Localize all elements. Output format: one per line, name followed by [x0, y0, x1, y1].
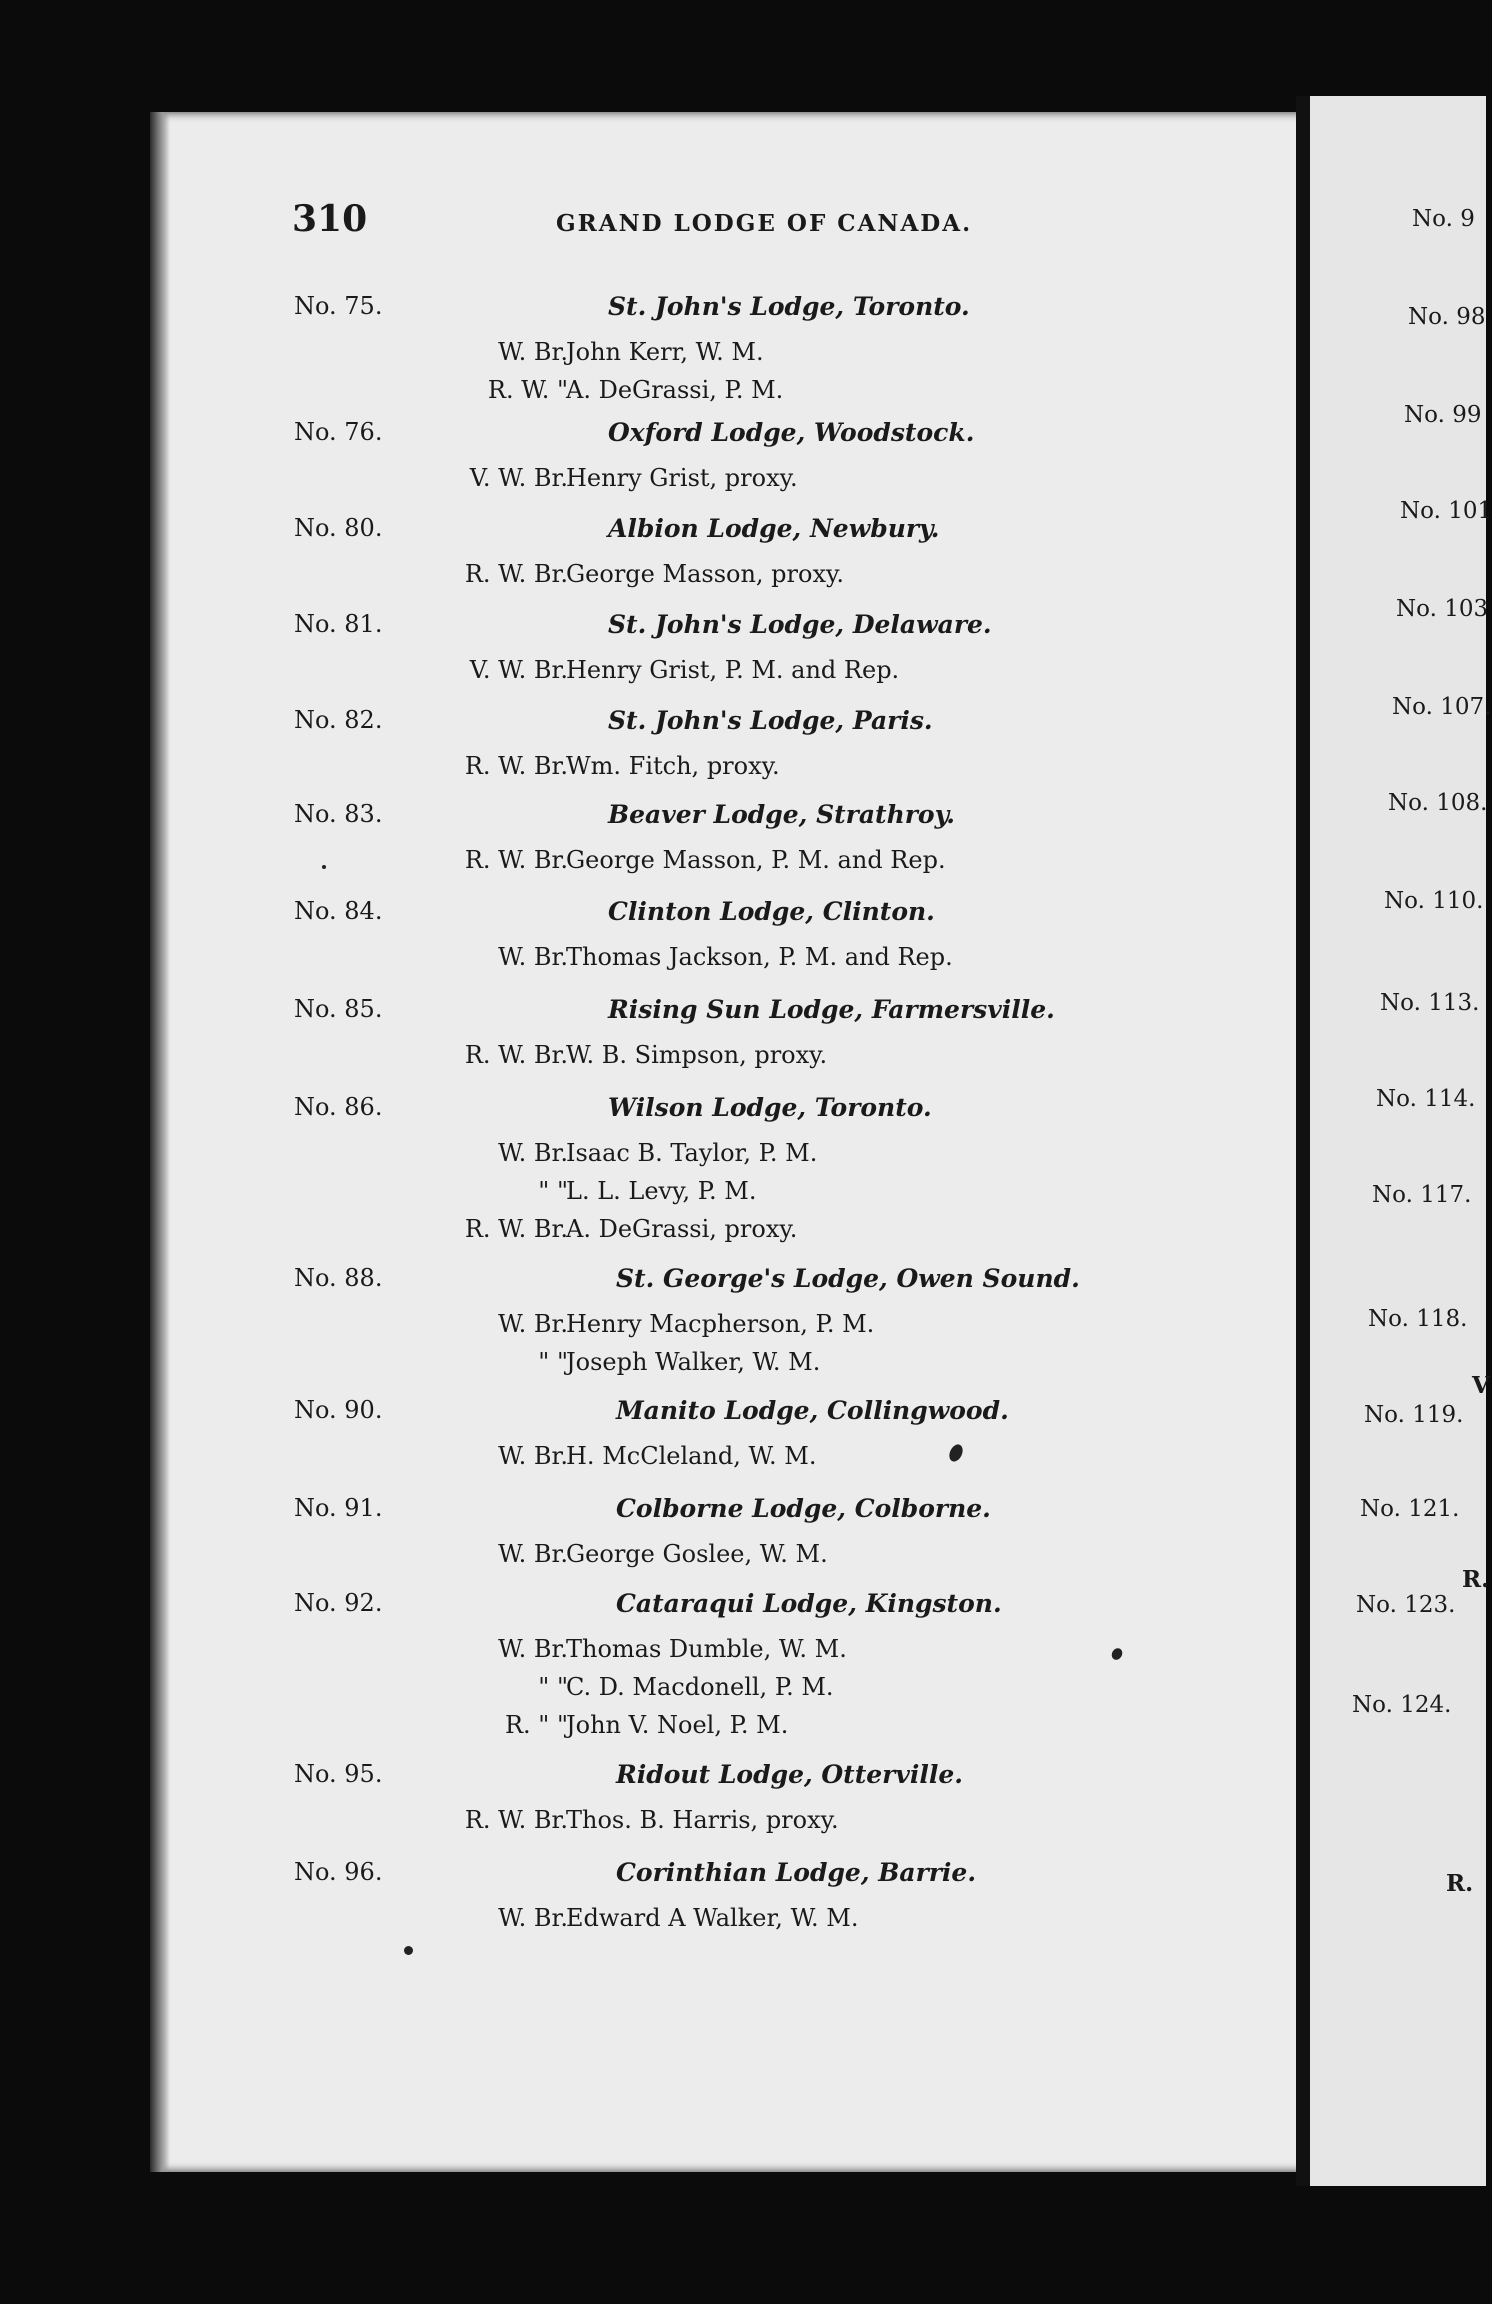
member-name: Thomas Dumble, W. M. [566, 1635, 847, 1663]
member-title: W. Br. [498, 338, 568, 366]
lodge-name: Wilson Lodge, Toronto. [608, 1093, 932, 1122]
facing-lodge-number: No. 119. [1364, 1402, 1464, 1428]
member-name: George Goslee, W. M. [566, 1540, 828, 1568]
member-name: A. DeGrassi, P. M. [566, 376, 784, 404]
lodge-number: No. 75. [294, 292, 383, 320]
lodge-name: Manito Lodge, Collingwood. [616, 1396, 1009, 1425]
member-name: George Masson, P. M. and Rep. [566, 846, 946, 874]
member-title: R. W. Br. [464, 1215, 568, 1243]
lodge-name: Albion Lodge, Newbury. [608, 514, 940, 543]
facing-lodge-number: No. 110. [1384, 888, 1484, 914]
lodge-name: Rising Sun Lodge, Farmersville. [608, 995, 1055, 1024]
lodge-name: Clinton Lodge, Clinton. [608, 897, 935, 926]
facing-lodge-number: No. 107. [1392, 694, 1492, 720]
lodge-name: Corinthian Lodge, Barrie. [616, 1858, 977, 1887]
member-title: R. W. Br. [464, 752, 568, 780]
page-title: GRAND LODGE OF CANADA. [556, 210, 973, 237]
lodge-number: No. 83. [294, 800, 383, 828]
member-title: W. Br. [498, 1139, 568, 1167]
member-name: Henry Grist, P. M. and Rep. [566, 656, 900, 684]
member-name: Isaac B. Taylor, P. M. [566, 1139, 818, 1167]
lodge-number: No. 92. [294, 1589, 383, 1617]
member-title: V. W. Br. [469, 656, 568, 684]
facing-lodge-number: No. 114. [1376, 1086, 1476, 1112]
facing-page-mark: V [1472, 1372, 1490, 1399]
member-name: George Masson, proxy. [566, 560, 844, 588]
member-title: R. W. Br. [464, 1806, 568, 1834]
lodge-number: No. 85. [294, 995, 383, 1023]
lodge-number: No. 86. [294, 1093, 383, 1121]
lodge-number: No. 84. [294, 897, 383, 925]
facing-lodge-number: No. 98 [1408, 304, 1486, 330]
member-title: W. Br. [498, 1904, 568, 1932]
member-title: " " [538, 1673, 568, 1701]
lodge-number: No. 76. [294, 418, 383, 446]
lodge-name: Cataraqui Lodge, Kingston. [616, 1589, 1002, 1618]
facing-lodge-number: No. 124. [1352, 1692, 1452, 1718]
lodge-name: St. John's Lodge, Paris. [608, 706, 933, 735]
lodge-number: No. 91. [294, 1494, 383, 1522]
member-name: W. B. Simpson, proxy. [566, 1041, 828, 1069]
facing-page-fragment [1296, 96, 1492, 2186]
member-name: Joseph Walker, W. M. [566, 1348, 821, 1376]
page-number: 310 [292, 198, 368, 240]
facing-lodge-number: No. 123. [1356, 1592, 1456, 1618]
facing-lodge-number: No. 113. [1380, 990, 1480, 1016]
lodge-number: No. 80. [294, 514, 383, 542]
member-title: W. Br. [498, 1635, 568, 1663]
member-name: John V. Noel, P. M. [566, 1711, 789, 1739]
lodge-name: St. John's Lodge, Delaware. [608, 610, 992, 639]
lodge-name: Colborne Lodge, Colborne. [616, 1494, 991, 1523]
member-name: Thos. B. Harris, proxy. [566, 1806, 839, 1834]
facing-lodge-number: No. 101 [1400, 498, 1492, 524]
member-name: Henry Macpherson, P. M. [566, 1310, 875, 1338]
member-name: Edward A Walker, W. M. [566, 1904, 859, 1932]
facing-page-mark: R. [1446, 1870, 1474, 1897]
lodge-name: Oxford Lodge, Woodstock. [608, 418, 975, 447]
member-title: R. " " [504, 1711, 568, 1739]
facing-lodge-number: No. 118. [1368, 1306, 1468, 1332]
ink-speck [404, 1946, 413, 1955]
lodge-name: St. George's Lodge, Owen Sound. [616, 1264, 1080, 1293]
member-title: W. Br. [498, 943, 568, 971]
lodge-number: No. 90. [294, 1396, 383, 1424]
member-title: R. W. Br. [464, 560, 568, 588]
facing-page-mark: R. [1462, 1566, 1490, 1593]
lodge-name: St. John's Lodge, Toronto. [608, 292, 970, 321]
member-title: " " [538, 1177, 568, 1205]
facing-lodge-number: No. 9 [1412, 206, 1475, 232]
member-title: R. W. " [487, 376, 568, 404]
facing-lodge-number: No. 99 [1404, 402, 1482, 428]
member-name: Thomas Jackson, P. M. and Rep. [566, 943, 953, 971]
member-title: " " [538, 1348, 568, 1376]
facing-lodge-number: No. 121. [1360, 1496, 1460, 1522]
member-name: Wm. Fitch, proxy. [566, 752, 780, 780]
member-name: A. DeGrassi, proxy. [566, 1215, 798, 1243]
member-title: V. W. Br. [469, 464, 568, 492]
facing-lodge-number: No. 117. [1372, 1182, 1472, 1208]
lodge-number: No. 95. [294, 1760, 383, 1788]
member-name: John Kerr, W. M. [566, 338, 764, 366]
member-name: L. L. Levy, P. M. [566, 1177, 757, 1205]
member-title: R. W. Br. [464, 1041, 568, 1069]
lodge-number: No. 96. [294, 1858, 383, 1886]
member-name: C. D. Macdonell, P. M. [566, 1673, 834, 1701]
lodge-number: No. 82. [294, 706, 383, 734]
member-name: H. McCleland, W. M. [566, 1442, 817, 1470]
lodge-number: No. 81. [294, 610, 383, 638]
member-name: Henry Grist, proxy. [566, 464, 798, 492]
member-title: W. Br. [498, 1442, 568, 1470]
facing-lodge-number: No. 108. [1388, 790, 1488, 816]
member-title: W. Br. [498, 1310, 568, 1338]
member-title: W. Br. [498, 1540, 568, 1568]
page-gutter-shadow [150, 112, 170, 2172]
member-title: R. W. Br. [464, 846, 568, 874]
lodge-name: Ridout Lodge, Otterville. [616, 1760, 963, 1789]
facing-lodge-number: No. 103 [1396, 596, 1489, 622]
lodge-number: No. 88. [294, 1264, 383, 1292]
ink-speck [322, 865, 326, 869]
lodge-name: Beaver Lodge, Strathroy. [608, 800, 955, 829]
